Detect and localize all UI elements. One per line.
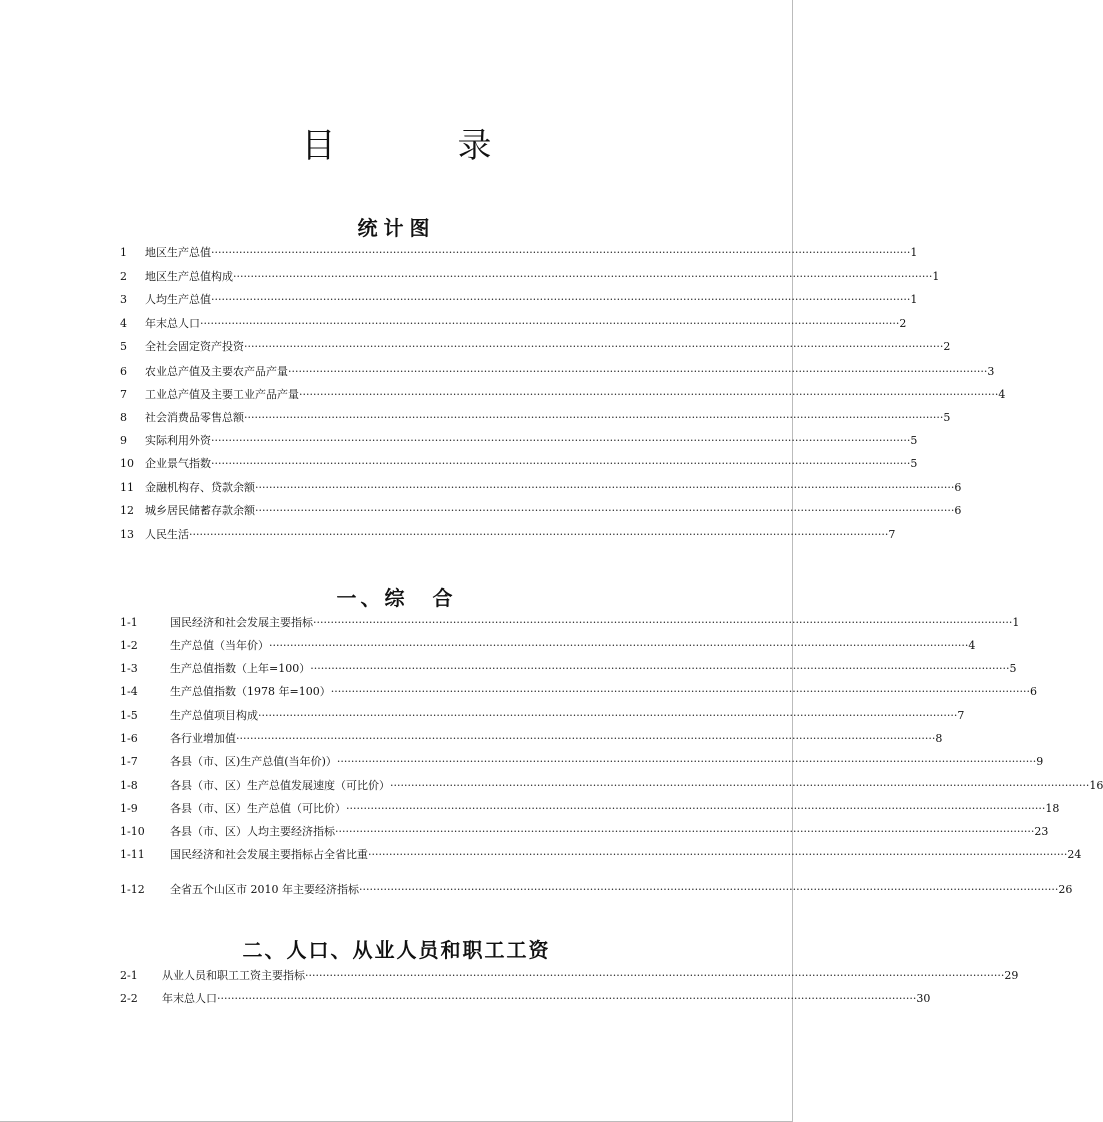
dot-leader: ········································································································································································································: [299, 388, 999, 401]
entry-label: 全社会固定资产投资: [145, 340, 244, 353]
entry-page-number: 1: [910, 293, 918, 306]
dot-leader: ········································································································································································································: [217, 992, 917, 1005]
entry-page-number: 3: [987, 365, 995, 378]
entry-page-number: 16: [1089, 779, 1103, 792]
entry-label: 地区生产总值构成: [145, 270, 233, 283]
dot-leader: ········································································································································································································: [211, 293, 911, 306]
entry-label: 企业景气指数: [145, 457, 211, 470]
toc-entry[interactable]: [120, 246, 918, 260]
entry-label: 各县（市、区）人均主要经济指标: [170, 825, 335, 838]
entry-label: 各行业增加值: [170, 732, 236, 745]
entry-number: 11: [120, 481, 134, 494]
dot-leader: ········································································································································································································: [255, 504, 955, 517]
dot-leader: ········································································································································································································: [258, 709, 958, 722]
entry-label: 各县（市、区)生产总值(当年价)）: [170, 755, 337, 768]
entry-number: 1-9: [120, 802, 138, 815]
entry-page-number: 1: [1012, 616, 1020, 629]
entry-number: 1-7: [120, 755, 138, 768]
entry-number: 4: [120, 317, 127, 330]
entry-page-number: 7: [888, 528, 896, 541]
entry-label: 从业人员和职工工资主要指标: [162, 969, 305, 982]
entry-page-number: 7: [957, 709, 965, 722]
toc-entry[interactable]: [120, 481, 962, 495]
entry-label: 社会消费品零售总额: [145, 411, 244, 424]
entry-page-number: 26: [1058, 883, 1073, 896]
entry-page-number: 6: [1030, 685, 1038, 698]
dot-leader: ········································································································································································································: [255, 481, 955, 494]
entry-number: 2-2: [120, 992, 138, 1005]
dot-leader: ········································································································································································································: [244, 411, 944, 424]
dot-leader: ········································································································································································································: [200, 317, 900, 330]
entry-number: 1-3: [120, 662, 138, 675]
section-title: 二、人口、从业人员和职工工资: [242, 938, 551, 962]
dot-leader: ········································································································································································································: [236, 732, 936, 745]
entry-label: 年末总人口: [162, 992, 217, 1005]
toc-entry[interactable]: [120, 992, 931, 1006]
entry-label: 人民生活: [145, 528, 189, 541]
entry-page-number: 2: [899, 317, 907, 330]
entry-page-number: 5: [910, 457, 918, 470]
dot-leader: ········································································································································································································: [359, 883, 1059, 896]
entry-number: 1-12: [120, 883, 145, 896]
entry-number: 12: [120, 504, 134, 517]
dot-leader: ········································································································································································································: [288, 365, 988, 378]
entry-label: 人均生产总值: [145, 293, 211, 306]
toc-entry[interactable]: [120, 365, 995, 379]
entry-label: 生产总值项目构成: [170, 709, 258, 722]
entry-page-number: 4: [968, 639, 976, 652]
entry-page-number: 29: [1004, 969, 1019, 982]
entry-page-number: 5: [1009, 662, 1017, 675]
dot-leader: ········································································································································································································: [336, 755, 1037, 768]
toc-entry[interactable]: [120, 662, 1017, 676]
entry-page-number: 6: [954, 481, 962, 494]
toc-entry[interactable]: [120, 340, 951, 354]
entry-number: 10: [120, 457, 134, 470]
toc-entry[interactable]: [120, 639, 976, 653]
entry-number: 1-2: [120, 639, 138, 652]
section-title: 统计图: [357, 216, 436, 240]
dot-leader: ········································································································································································································: [305, 969, 1005, 982]
entry-page-number: 30: [916, 992, 931, 1005]
toc-entry[interactable]: [120, 883, 1073, 897]
entry-number: 1-5: [120, 709, 138, 722]
toc-entry[interactable]: [120, 317, 907, 331]
entry-label: 年末总人口: [145, 317, 200, 330]
entry-number: 2: [120, 270, 127, 283]
dot-leader: ········································································································································································································: [390, 779, 1090, 792]
dot-leader: ········································································································································································································: [211, 434, 911, 447]
entry-label: 国民经济和社会发展主要指标: [170, 616, 313, 629]
entry-label: 城乡居民储蓄存款余额: [145, 504, 255, 517]
toc-entry[interactable]: [120, 293, 918, 307]
entry-number: 1-1: [120, 616, 138, 629]
toc-entry[interactable]: [120, 411, 951, 425]
toc-entry[interactable]: [120, 825, 1049, 839]
entry-number: 5: [120, 340, 127, 353]
entry-page-number: 4: [998, 388, 1006, 401]
entry-number: 1-11: [120, 848, 145, 861]
entry-page-number: 2: [943, 340, 951, 353]
entry-label: 实际利用外资: [145, 434, 211, 447]
dot-leader: ········································································································································································································: [189, 528, 889, 541]
entry-number: 3: [120, 293, 127, 306]
entry-number: 2-1: [120, 969, 138, 982]
dot-leader: ········································································································································································································: [244, 340, 944, 353]
toc-entry[interactable]: [120, 434, 918, 448]
entry-page-number: 24: [1067, 848, 1082, 861]
toc-entry[interactable]: [120, 457, 918, 471]
entry-label: 生产总值指数（上年=100）: [170, 662, 311, 675]
entry-page-number: 1: [910, 246, 918, 259]
entry-number: 7: [120, 388, 127, 401]
entry-page-number: 6: [954, 504, 962, 517]
dot-leader: ········································································································································································································: [269, 639, 969, 652]
entry-page-number: 9: [1036, 755, 1044, 768]
entry-number: 1-8: [120, 779, 138, 792]
entry-number: 1: [120, 246, 127, 259]
entry-label: 生产总值（当年价）: [170, 639, 269, 652]
entry-page-number: 23: [1034, 825, 1049, 838]
page-title: 目 录: [301, 126, 536, 166]
toc-entry[interactable]: [120, 685, 1038, 699]
entry-number: 9: [120, 434, 127, 447]
entry-number: 1-4: [120, 685, 138, 698]
dot-leader: ········································································································································································································: [211, 246, 911, 259]
dot-leader: ········································································································································································································: [330, 685, 1031, 698]
toc-entry[interactable]: [120, 504, 962, 518]
entry-page-number: 5: [910, 434, 918, 447]
entry-label: 各县（市、区）生产总值（可比价）: [170, 802, 346, 815]
entry-label: 金融机构存、贷款余额: [145, 481, 255, 494]
entry-page-number: 5: [943, 411, 951, 424]
entry-number: 13: [120, 528, 134, 541]
toc-entry[interactable]: [120, 528, 896, 542]
entry-page-number: 8: [935, 732, 943, 745]
entry-label: 生产总值指数（1978 年=100）: [170, 685, 331, 698]
toc-entry[interactable]: [120, 270, 940, 284]
dot-leader: ········································································································································································································: [313, 616, 1013, 629]
entry-label: 全省五个山区市 2010 年主要经济指标: [170, 883, 359, 896]
dot-leader: ········································································································································································································: [346, 802, 1046, 815]
entry-label: 各县（市、区）生产总值发展速度（可比价）: [170, 779, 390, 792]
entry-label: 工业总产值及主要工业产品产量: [145, 388, 299, 401]
toc-entry[interactable]: [120, 802, 1060, 816]
toc-entry[interactable]: [120, 616, 1020, 630]
entry-label: 农业总产值及主要农产品产量: [145, 365, 288, 378]
dot-leader: ········································································································································································································: [335, 825, 1035, 838]
dot-leader: ········································································································································································································: [233, 270, 933, 283]
toc-entry[interactable]: [120, 779, 1103, 793]
entry-number: 6: [120, 365, 127, 378]
toc-entry[interactable]: [120, 732, 943, 746]
toc-entry[interactable]: [120, 709, 965, 723]
entry-number: 1-10: [120, 825, 145, 838]
entry-label: 国民经济和社会发展主要指标占全省比重: [170, 848, 368, 861]
dot-leader: ········································································································································································································: [211, 457, 911, 470]
entry-label: 地区生产总值: [145, 246, 211, 259]
entry-page-number: 18: [1045, 802, 1060, 815]
entry-page-number: 1: [932, 270, 940, 283]
toc-entry[interactable]: [120, 388, 1006, 402]
toc-entry[interactable]: [120, 969, 1019, 983]
section-title: 一、综 合: [336, 586, 457, 610]
dot-leader: ········································································································································································································: [368, 848, 1068, 861]
dot-leader: ········································································································································································································: [310, 662, 1010, 675]
entry-number: 8: [120, 411, 127, 424]
toc-entry[interactable]: [120, 848, 1082, 862]
entry-number: 1-6: [120, 732, 138, 745]
toc-entry[interactable]: [120, 755, 1044, 769]
